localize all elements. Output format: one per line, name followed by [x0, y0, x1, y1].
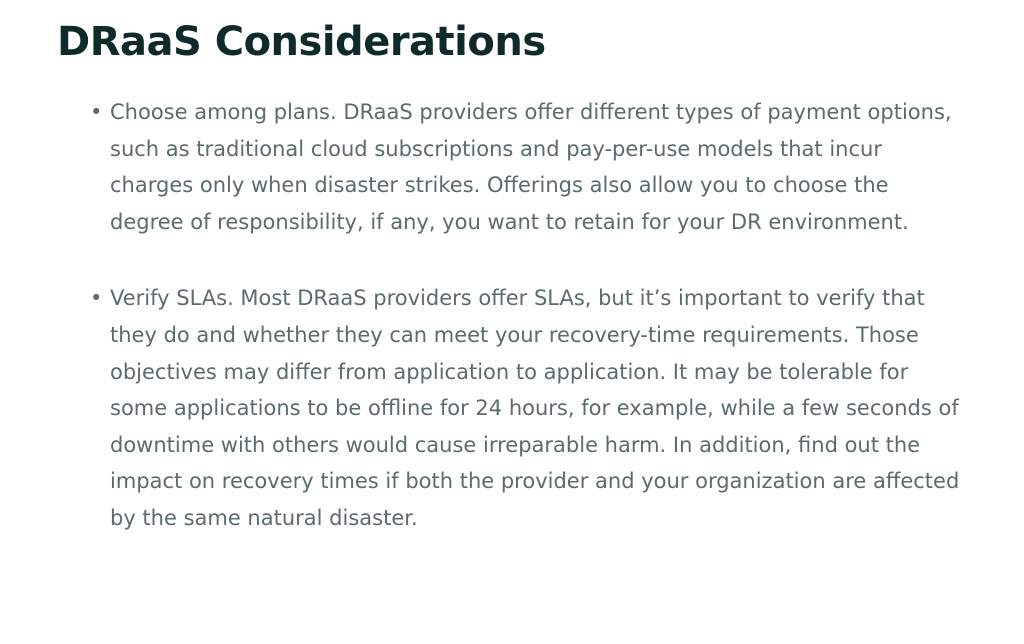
page-title: DRaaS Considerations — [57, 19, 546, 65]
list-item-text: Verify SLAs. Most DRaaS providers offer SLAs, but it’s important to verify that they do and whether they can meet your recovery-time requirements. Those objectives may differ from application to application. It may be tolerable for some applications to be offline for 24 hours, for example, while a few seconds of downtime with others would cause irreparable harm. In addition, find out the impact on recovery times if both the provider and your organization are affected by the same natural disaster. — [110, 286, 960, 530]
bullet-icon: • — [90, 286, 103, 311]
bullet-icon: • — [90, 100, 103, 124]
list-item-choose-plans — [0, 94, 960, 240]
considerations-list — [0, 94, 1024, 577]
list-item-text: Choose among plans. DRaaS providers offer different types of payment options, such as traditional cloud subscriptions and pay-per-use models that incur charges only when disaster strikes. Offerings also allow you to choose the degree of responsibility, if any, you want to retain for your DR environment. — [110, 100, 952, 234]
list-item-verify-slas — [0, 280, 960, 536]
